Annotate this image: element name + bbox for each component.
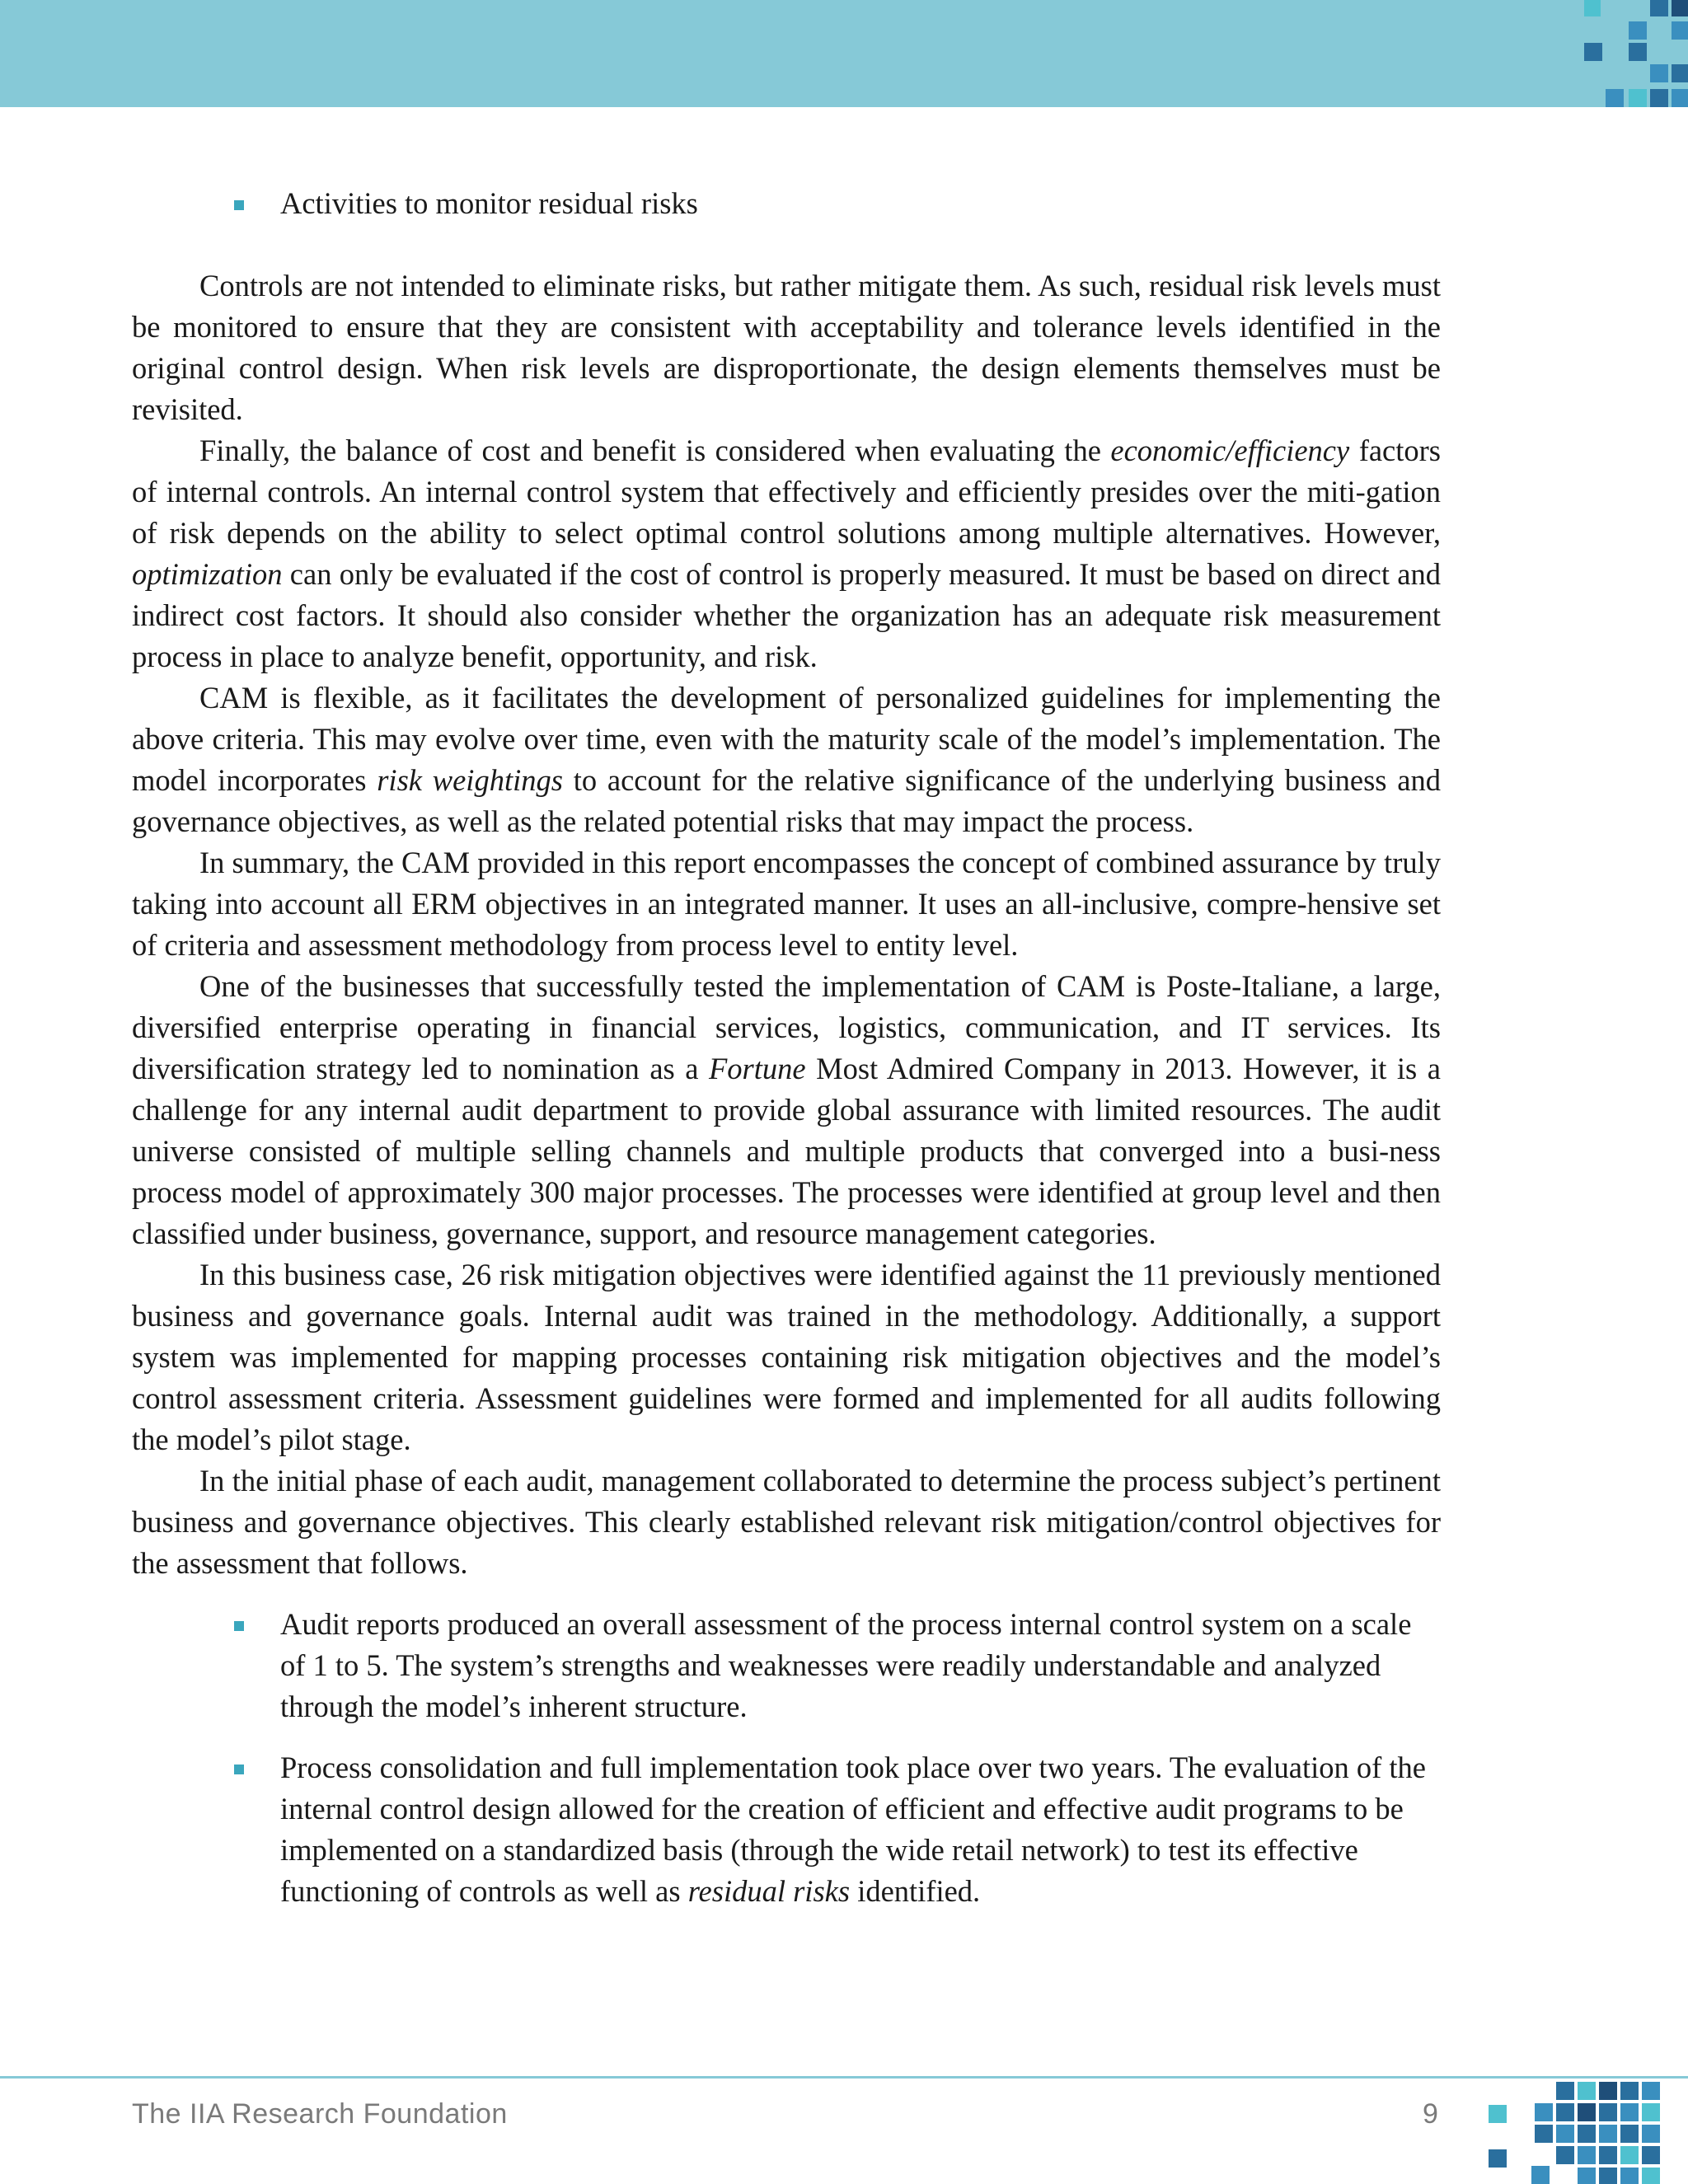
- page-number: 9: [1423, 2098, 1438, 2130]
- bottom-bullet-text: Audit reports produced an overall assessment of the process internal control system on a scale of 1 to 5. The system’s strengths and weaknesses were readily understandable and analyzed through the model’s inherent structure.: [280, 1607, 1412, 1723]
- footer-publisher: The IIA Research Foundation: [132, 2098, 508, 2130]
- body-paragraph: One of the businesses that successfully tested the implementation of CAM is Poste-Italiane, a large, diversified enterprise operating in financial services, logistics, communication, and IT services. Its diversification strategy led to nomination as a Fortune Most Admired Company in 2013. However, it is a challenge for any internal audit department to provide global assurance with limited resources. The audit universe consisted of multiple selling channels and multiple products that converged into a busi-ness process model of approximately 300 major processes. The processes were identified at group level and then classified under business, governance, support, and resource management categories.: [132, 969, 1441, 1250]
- bottom-bullet-list: [132, 1604, 1442, 1912]
- bottom-bullet-text: Process consolidation and full implementation took place over two years. The evaluation of the internal control design allowed for the creation of efficient and effective audit programs to be implemented on a standardized basis (through the wide retail network) to test its effective functioning of controls as well as residual risks identified.: [280, 1750, 1427, 1908]
- body-paragraph: CAM is flexible, as it facilitates the development of personalized guidelines for implementing the above criteria. This may evolve over time, even with the maturity scale of the model’s implementation. The model incorporates risk weightings to account for the relative significance of the underlying business and governance objectives, as well as the related potential risks that may impact the process.: [132, 681, 1441, 838]
- square-bullet-icon: [234, 1621, 244, 1631]
- body-paragraph: In the initial phase of each audit, management collaborated to determine the process subject’s pertinent business and governance objectives. This clearly established relevant risk mitigation/control objectives for the assessment that follows.: [132, 1464, 1441, 1580]
- bottom-bullet-item: [280, 1747, 1434, 1912]
- body-paragraph: In summary, the CAM provided in this report encompasses the concept of combined assurance by truly taking into account all ERM objectives in an integrated manner. It uses an all-inclusive, compre-hensive set of criteria and assessment methodology from process level to entity level.: [132, 846, 1441, 962]
- body-text: [132, 265, 1441, 1584]
- top-bullet-text: Activities to monitor residual risks: [280, 186, 698, 220]
- body-paragraph: Finally, the balance of cost and benefit is considered when evaluating the economic/efficiency factors of internal controls. An internal control system that effectively and efficiently presides over the miti-gation of risk depends on the ability to select optimal control solutions among multiple alternatives. However, optimization can only be evaluated if the cost of control is properly measured. It must be based on direct and indirect cost factors. It should also consider whether the organization has an adequate risk measurement process in place to analyze benefit, opportunity, and risk.: [132, 434, 1441, 673]
- bottom-bullet-item: [280, 1604, 1434, 1727]
- square-bullet-icon: [234, 200, 244, 210]
- body-paragraph: In this business case, 26 risk mitigation objectives were identified against the 11 previously mentioned business and governance goals. Internal audit was trained in the methodology. Additionally, a support system was implemented for mapping processes containing risk mitigation objectives and the model’s control assessment criteria. Assessment guidelines were formed and implemented for all audits following the model’s pilot stage.: [132, 1258, 1441, 1456]
- footer-rule: [0, 2076, 1688, 2079]
- page-content: [132, 183, 1441, 1932]
- square-bullet-icon: [234, 1765, 244, 1774]
- body-paragraph: Controls are not intended to eliminate risks, but rather mitigate them. As such, residual risk levels must be monitored to ensure that they are consistent with acceptability and tolerance levels identified in the original control design. When risk levels are disproportionate, the design elements themselves must be revisited.: [132, 269, 1441, 426]
- top-bullet-list: [132, 183, 1292, 224]
- header-band: [0, 0, 1688, 107]
- top-bullet-item: [280, 183, 1292, 224]
